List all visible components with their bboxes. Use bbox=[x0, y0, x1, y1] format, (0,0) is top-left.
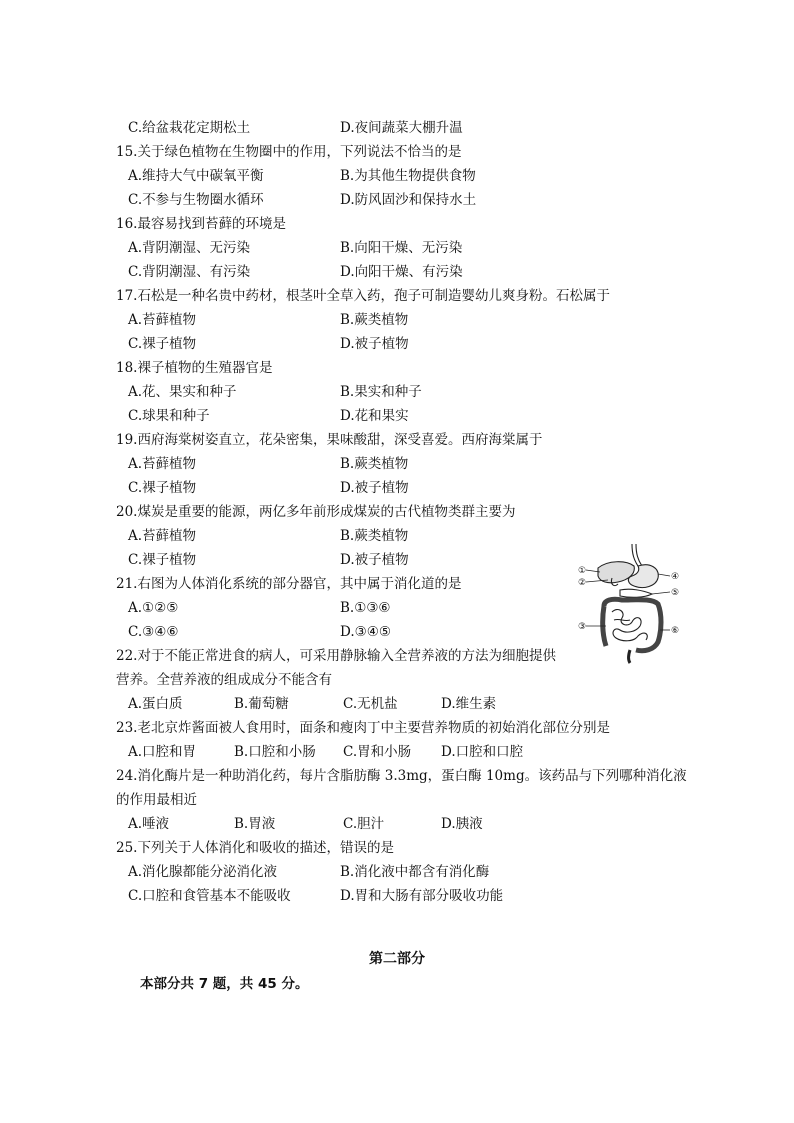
q24-option-b: B.胃液 bbox=[234, 816, 276, 832]
q19-option-b: B.蕨类植物 bbox=[340, 456, 409, 472]
figure-label-1: ① bbox=[578, 566, 587, 576]
q24-option-a: A.唾液 bbox=[128, 816, 170, 832]
q25-option-b: B.消化液中都含有消化酶 bbox=[340, 864, 490, 880]
q18-option-c: C.球果和种子 bbox=[128, 408, 210, 424]
q23-option-d: D.口腔和口腔 bbox=[441, 744, 524, 760]
q21-option-b: B.①③⑥ bbox=[340, 600, 391, 616]
q22-stem-line2: 营养。全营养液的组成成分不能含有 bbox=[116, 672, 332, 688]
q21-option-c: C.③④⑥ bbox=[128, 624, 179, 640]
figure-label-3: ③ bbox=[578, 622, 587, 632]
q16-option-b: B.向阳干燥、无污染 bbox=[340, 240, 463, 256]
q22-option-d: D.维生素 bbox=[441, 696, 497, 712]
q17-option-d: D.被子植物 bbox=[340, 336, 409, 352]
q14-option-d: D.夜间蔬菜大棚升温 bbox=[340, 120, 463, 136]
q15-option-a: A.维持大气中碳氧平衡 bbox=[128, 168, 264, 184]
q16-option-c: C.背阴潮湿、有污染 bbox=[128, 264, 251, 280]
q20-option-c: C.裸子植物 bbox=[128, 552, 197, 568]
q23-option-c: C.胃和小肠 bbox=[343, 744, 412, 760]
q20-option-d: D.被子植物 bbox=[340, 552, 409, 568]
q18-option-b: B.果实和种子 bbox=[340, 384, 422, 400]
q16-stem: 16.最容易找到苔藓的环境是 bbox=[116, 216, 286, 232]
q14-option-c: C.给盆栽花定期松土 bbox=[128, 120, 251, 136]
q24-stem-line1: 24.消化酶片是一种助消化药，每片含脂肪酶 3.3mg，蛋白酶 10mg。该药品与下列哪种消化液 bbox=[116, 768, 687, 784]
q22-option-a: A.蛋白质 bbox=[128, 696, 183, 712]
q21-option-a: A.①②⑤ bbox=[128, 600, 179, 616]
q23-stem: 23.老北京炸酱面被人食用时，面条和瘦肉丁中主要营养物质的初始消化部位分别是 bbox=[116, 720, 610, 736]
q25-stem: 25.下列关于人体消化和吸收的描述，错误的是 bbox=[116, 840, 394, 856]
digestive-system-figure bbox=[578, 542, 682, 664]
q25-option-a: A.消化腺都能分泌消化液 bbox=[128, 864, 278, 880]
q16-option-d: D.向阳干燥、有污染 bbox=[340, 264, 463, 280]
section-note: 本部分共 7 题，共 45 分。 bbox=[140, 976, 309, 992]
q22-option-b: B.葡萄糖 bbox=[234, 696, 289, 712]
figure-label-6: ⑥ bbox=[671, 626, 680, 636]
q15-option-d: D.防风固沙和保持水土 bbox=[340, 192, 477, 208]
q22-stem-line1: 22.对于不能正常进食的病人，可采用静脉输入全营养液的方法为细胞提供 bbox=[116, 648, 556, 664]
q22-option-c: C.无机盐 bbox=[343, 696, 398, 712]
figure-label-5: ⑤ bbox=[671, 588, 680, 598]
q17-option-b: B.蕨类植物 bbox=[340, 312, 409, 328]
q23-option-b: B.口腔和小肠 bbox=[234, 744, 316, 760]
q15-stem: 15.关于绿色植物在生物圈中的作用，下列说法不恰当的是 bbox=[116, 144, 462, 160]
q25-option-d: D.胃和大肠有部分吸收功能 bbox=[340, 888, 504, 904]
q17-option-c: C.裸子植物 bbox=[128, 336, 197, 352]
q24-option-c: C.胆汁 bbox=[343, 816, 385, 832]
q19-option-d: D.被子植物 bbox=[340, 480, 409, 496]
q15-option-b: B.为其他生物提供食物 bbox=[340, 168, 476, 184]
q16-option-a: A.背阴潮湿、无污染 bbox=[128, 240, 251, 256]
q17-option-a: A.苔藓植物 bbox=[128, 312, 197, 328]
q18-stem: 18.裸子植物的生殖器官是 bbox=[116, 360, 273, 376]
q18-option-a: A.花、果实和种子 bbox=[128, 384, 237, 400]
q18-option-d: D.花和果实 bbox=[340, 408, 409, 424]
q24-stem-line2: 的作用最相近 bbox=[116, 792, 197, 808]
section-title: 第二部分 bbox=[369, 951, 425, 967]
q17-stem: 17.石松是一种名贵中药材，根茎叶全草入药，孢子可制造婴幼儿爽身粉。石松属于 bbox=[116, 288, 610, 304]
q15-option-c: C.不参与生物圈水循环 bbox=[128, 192, 264, 208]
q20-option-b: B.蕨类植物 bbox=[340, 528, 409, 544]
pointer-line-4 bbox=[658, 574, 670, 576]
q19-option-a: A.苔藓植物 bbox=[128, 456, 197, 472]
q25-option-c: C.口腔和食管基本不能吸收 bbox=[128, 888, 291, 904]
q23-option-a: A.口腔和胃 bbox=[128, 744, 197, 760]
q21-stem: 21.右图为人体消化系统的部分器官，其中属于消化道的是 bbox=[116, 576, 462, 592]
q19-stem: 19.西府海棠树姿直立，花朵密集，果味酸甜，深受喜爱。西府海棠属于 bbox=[116, 432, 543, 448]
q21-option-d: D.③④⑤ bbox=[340, 624, 391, 640]
q20-option-a: A.苔藓植物 bbox=[128, 528, 197, 544]
figure-label-2: ② bbox=[578, 578, 587, 588]
q19-option-c: C.裸子植物 bbox=[128, 480, 197, 496]
q20-stem: 20.煤炭是重要的能源，两亿多年前形成煤炭的古代植物类群主要为 bbox=[116, 504, 516, 520]
q24-option-d: D.胰液 bbox=[441, 816, 483, 832]
pointer-line-5 bbox=[652, 592, 670, 594]
figure-label-4: ④ bbox=[671, 572, 680, 582]
